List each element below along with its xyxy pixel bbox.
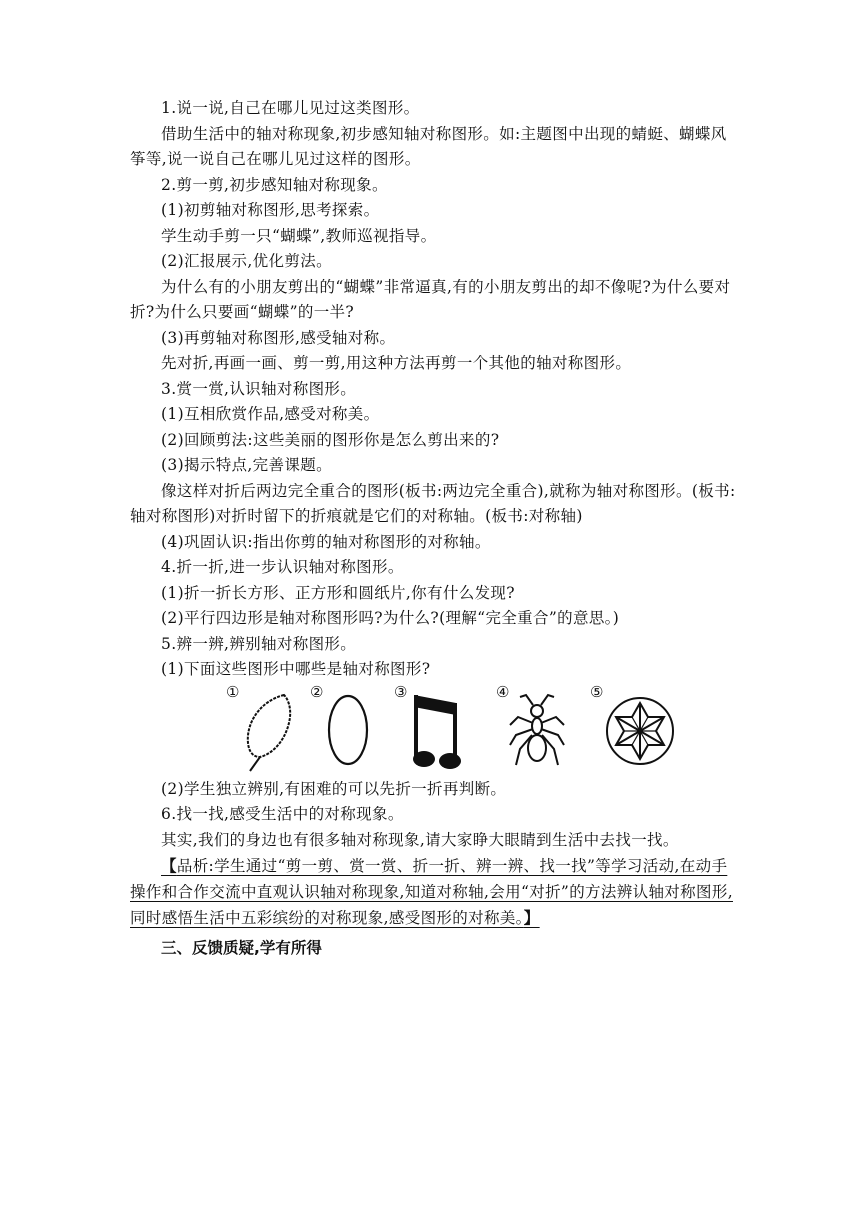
oval-icon [326, 693, 370, 767]
item-2: 2.剪一剪,初步感知轴对称现象。 [161, 175, 388, 194]
star-in-circle-icon [604, 695, 676, 767]
sub-item: (2)学生独立辨别,有困难的可以先折一折再判断。 [161, 779, 507, 798]
sub-item: (2)回顾剪法:这些美丽的图形你是怎么剪出来的? [161, 430, 500, 449]
figure-number: ① [226, 682, 240, 701]
figure-row [130, 682, 736, 773]
figure-number: ④ [496, 682, 510, 701]
figure-number: ② [310, 682, 324, 701]
bracket-open: 【 [161, 856, 177, 875]
analysis-note [130, 853, 736, 932]
sub-item: (2)平行四边形是轴对称图形吗?为什么?(理解“完全重合”的意思。) [161, 609, 620, 627]
leaf-icon [240, 691, 296, 773]
item-5: 5.辨一辨,辨别轴对称图形。 [161, 634, 357, 653]
section-heading: 三、反馈质疑,学有所得 [161, 938, 322, 957]
item-3: 3.赏一赏,认识轴对称图形。 [161, 379, 357, 398]
analysis-text: 品析:学生通过“剪一剪、赏一赏、折一折、辨一辨、找一找”等学习活动,在动手操作和合作交流中直观认识轴对称现象,知道对称轴,会用“对折”的方法辨认轴对称图形,同时感悟生活中五彩缤纷的对称现象,感受图形的对称美。 [130, 857, 733, 927]
paragraph: 其实,我们的身边也有很多轴对称现象,请大家睁大眼睛到生活中去找一找。 [161, 830, 679, 849]
sub-item: (1)下面这些图形中哪些是轴对称图形? [161, 660, 431, 678]
paragraph: 像这样对折后两边完全重合的图形(板书:两边完全重合),就称为轴对称图形。(板书:轴对称图形)对折时留下的折痕就是它们的对称轴。(板书:对称轴) [130, 481, 736, 525]
sub-item: (3)再剪轴对称图形,感受轴对称。 [161, 328, 396, 347]
music-note-icon [408, 689, 466, 771]
sub-item: (2)汇报展示,优化剪法。 [161, 252, 332, 270]
sub-item: (4)巩固认识:指出你剪的轴对称图形的对称轴。 [161, 532, 491, 551]
figure-number: ⑤ [590, 682, 604, 701]
paragraph: 借助生活中的轴对称现象,初步感知轴对称图形。如:主题图中出现的蜻蜓、蝴蝶风筝等,说一说自己在哪儿见过这样的图形。 [130, 124, 727, 168]
sub-item: (1)折一折长方形、正方形和圆纸片,你有什么发现? [161, 583, 515, 602]
paragraph: 先对折,再画一画、剪一剪,用这种方法再剪一个其他的轴对称图形。 [161, 354, 632, 372]
bracket-close: 】 [523, 908, 540, 927]
ant-icon [504, 691, 570, 771]
figure-number: ③ [394, 682, 408, 701]
paragraph: 学生动手剪一只“蝴蝶”,教师巡视指导。 [161, 226, 437, 245]
item-1: 1.说一说,自己在哪儿见过这类图形。 [161, 99, 420, 117]
item-4: 4.折一折,进一步认识轴对称图形。 [161, 558, 404, 576]
sub-item: (3)揭示特点,完善课题。 [161, 456, 332, 474]
sub-item: (1)初剪轴对称图形,思考探索。 [161, 201, 380, 219]
item-6: 6.找一找,感受生活中的对称现象。 [161, 805, 404, 823]
document-page [130, 96, 736, 961]
paragraph: 为什么有的小朋友剪出的“蝴蝶”非常逼真,有的小朋友剪出的却不像呢?为什么要对折?为什么只要画“蝴蝶”的一半? [130, 277, 731, 321]
sub-item: (1)互相欣赏作品,感受对称美。 [161, 405, 380, 423]
